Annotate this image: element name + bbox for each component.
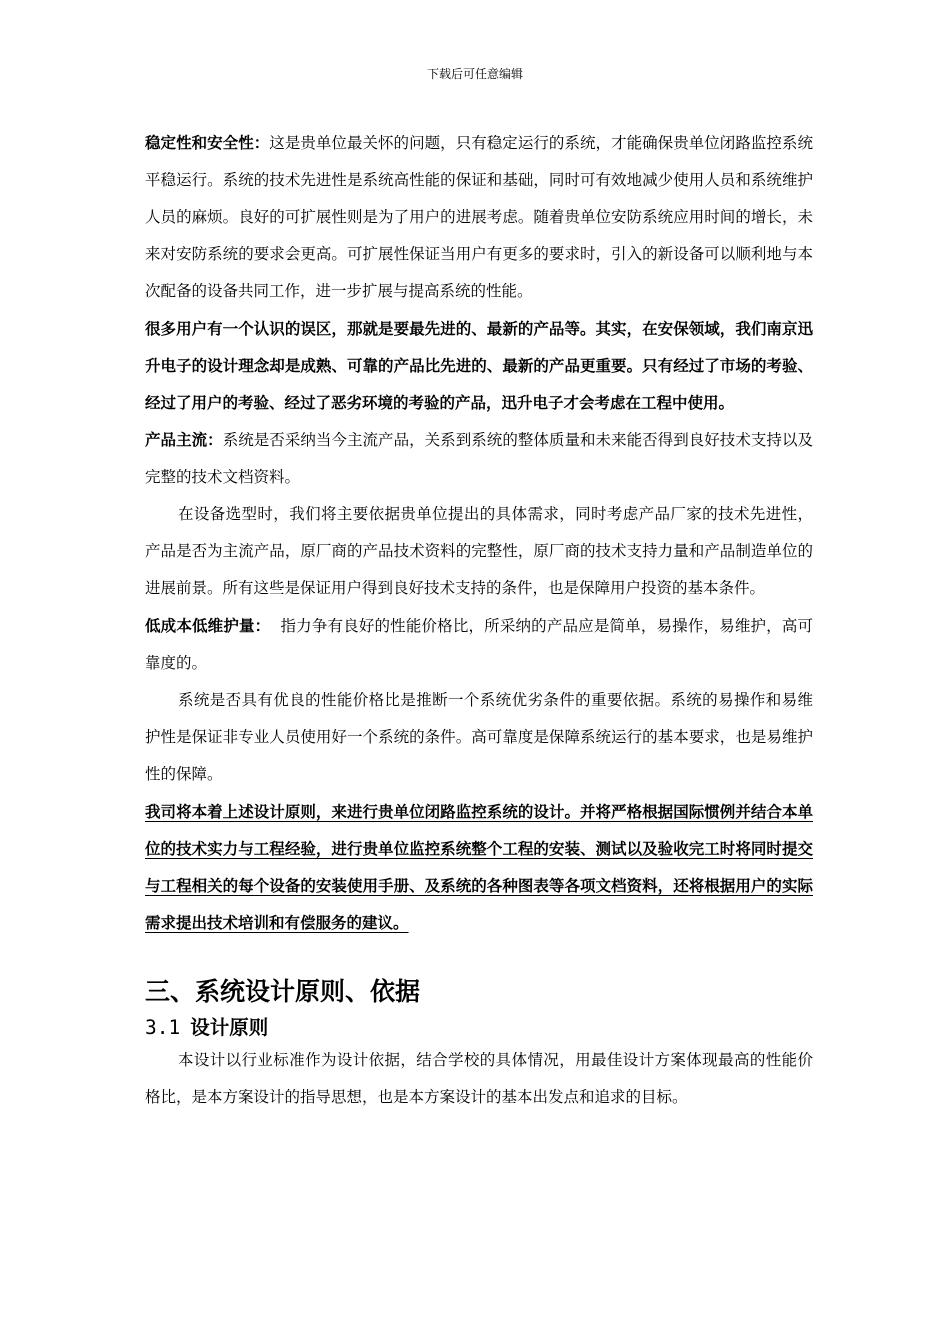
stability-label: 稳定性和安全性： — [145, 133, 270, 152]
paragraph-price: 系统是否具有优良的性能价格比是推断一个系统优劣条件的重要依据。系统的易操作和易维护性是保证非专业人员使用好一个系统的条件。高可靠度是保障系统运行的基本要求，也是易维护性的保障。 — [145, 691, 813, 783]
paragraph-stability — [145, 124, 813, 310]
subsection-title: 设计原则 — [190, 1016, 269, 1039]
lowcost-text: 指力争有良好的性能价格比，所采纳的产品应是简单，易操作，易维护，高可靠度的。 — [145, 617, 813, 672]
subsection-number: 3.1 — [145, 1016, 181, 1039]
section-title: 三、系统设计原则、依据 — [145, 977, 421, 1006]
stability-text: 这是贵单位最关怀的问题，只有稳定运行的系统，才能确保贵单位闭路监控系统平稳运行。系统的技术先进性是系统高性能的保证和基础，同时可有效地减少使用人员和系统维护人员的麻烦。良好的可扩展性则是为了用户的进展考虑。随着贵单位安防系统应用时间的增长，未来对安防系统的要求会更高。可扩展性保证当用户有更多的要求时，引入的新设备可以顺利地与本次配备的设备共同工作，进一步扩展与提高系统的性能。 — [145, 134, 813, 300]
mainstream-text: 系统是否采纳当今主流产品，关系到系统的整体质量和未来能否得到良好技术支持以及完整的技术文档资料。 — [145, 431, 813, 486]
paragraph-mainstream — [145, 421, 813, 496]
mainstream-label: 产品主流： — [145, 430, 223, 449]
paragraph-selection: 在设备选型时，我们将主要依据贵单位提出的具体需求，同时考虑产品厂家的技术先进性，产品是否为主流产品，原厂商的产品技术资料的完整性，原厂商的技术支持力量和产品制造单位的进展前景。所有这些是保证用户得到良好技术支持的条件，也是保障用户投资的基本条件。 — [145, 505, 813, 597]
page-header: 下载后可任意编辑 — [426, 67, 523, 81]
document-body — [145, 124, 813, 1116]
paragraph-lowcost — [145, 607, 813, 682]
lowcost-label: 低成本低维护量： — [145, 616, 271, 635]
paragraph-misconception: 很多用户有一个认识的误区，那就是要最先进的、最新的产品等。其实，在安保领域，我们南京迅升电子的设计理念却是成熟、可靠的产品比先进的、最新的产品更重要。只有经过了市场的考验、经过了用户的考验、经过了恶劣环境的考验的产品，迅升电子才会考虑在工程中使用。 — [145, 319, 813, 412]
paragraph-commitment: 我司将本着上述设计原则，来进行贵单位闭路监控系统的设计。并将严格根据国际惯例并结合本单位的技术实力与工程经验，进行贵单位监控系统整个工程的安装、测试以及验收完工时将同时提交与工程相关的每个设备的安装使用手册、及系统的各种图表等各项文档资料，还将根据用户的实际需求提出技术培训和有偿服务的建议。 — [145, 802, 813, 932]
subsection-heading — [145, 1014, 813, 1042]
paragraph-design-basis: 本设计以行业标准作为设计依据，结合学校的具体情况，用最佳设计方案体现最高的性能价格比，是本方案设计的指导思想，也是本方案设计的基本出发点和追求的目标。 — [145, 1051, 813, 1106]
